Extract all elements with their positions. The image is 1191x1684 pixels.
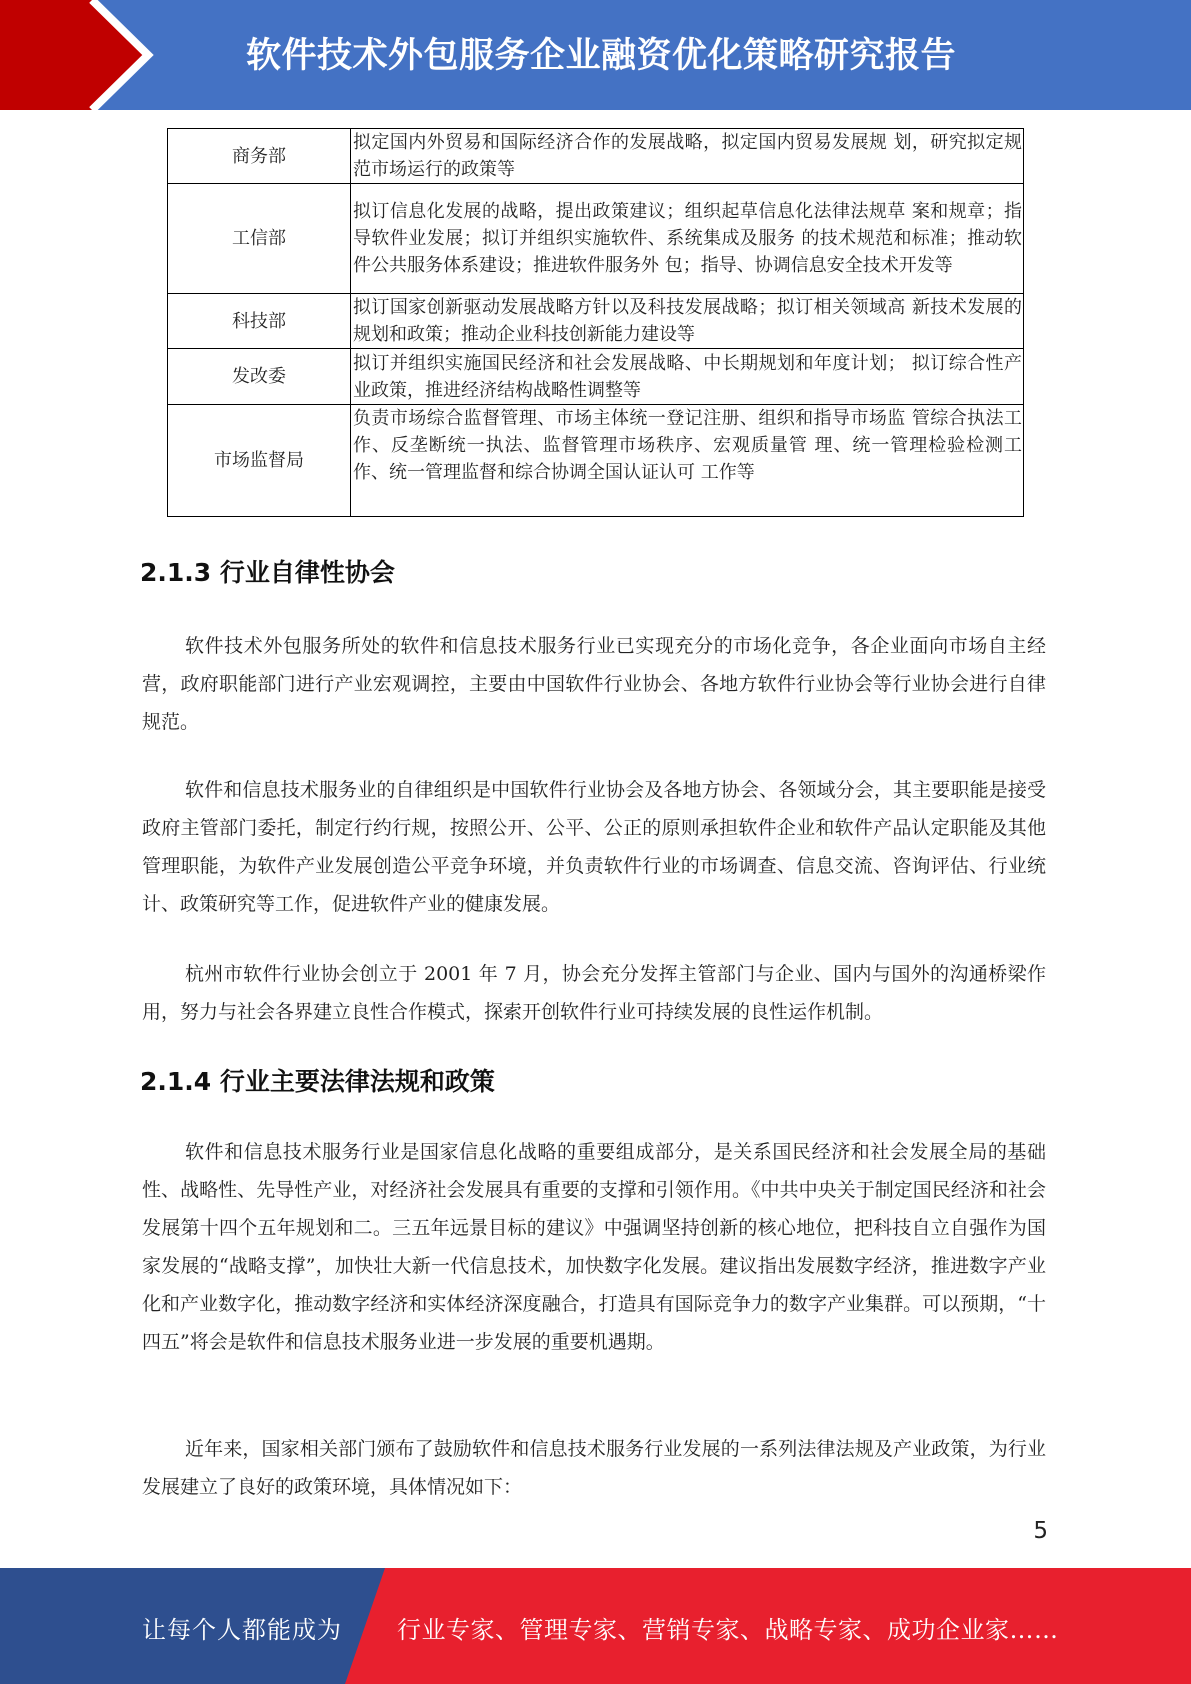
page-number: 5 <box>1033 1518 1048 1544</box>
footer-slogan-left: 让每个人都能成为 <box>142 1616 342 1644</box>
paragraph: 近年来，国家相关部门颁布了鼓励软件和信息技术服务行业发展的一系列法律法规及产业政策，为行业发展建立了良好的政策环境，具体情况如下： <box>142 1438 1046 1498</box>
duty-cell: 拟订信息化发展的战略，提出政策建议；组织起草信息化法律法规草 案和规章；指导软件业发展；拟订并组织实施软件、系统集成及服务 的技术规范和标准；推动软件公共服务体系建设；推进软件服务外 包；指导、协调信息安全技术开发等 <box>351 184 1024 294</box>
paragraph: 软件技术外包服务所处的软件和信息技术服务行业已实现充分的市场化竞争，各企业面向市场自主经营，政府职能部门进行产业宏观调控，主要由中国软件行业协会、各地方软件行业协会等行业协会进行自律规范。 <box>142 635 1046 733</box>
footer-slogan-right: 行业专家、管理专家、营销专家、战略专家、成功企业家…… <box>397 1616 1059 1644</box>
page-header <box>0 0 1191 110</box>
duty-cell: 拟定国内外贸易和国际经济合作的发展战略，拟定国内贸易发展规 划，研究拟定规范市场运行的政策等 <box>351 129 1024 184</box>
table-row <box>168 184 1024 294</box>
section-heading-2-1-4: 2.1.4 行业主要法律法规和政策 <box>140 1067 495 1096</box>
department-duties-table <box>167 128 1024 517</box>
duty-cell: 拟订并组织实施国民经济和社会发展战略、中长期规划和年度计划； 拟订综合性产业政策，推进经济结构战略性调整等 <box>351 349 1024 405</box>
duty-cell: 负责市场综合监督管理、市场主体统一登记注册、组织和指导市场监 管综合执法工作、反垄断统一执法、监督管理市场秩序、宏观质量管 理、统一管理检验检测工作、统一管理监督和综合协调全国认证认可 工作等 <box>351 405 1024 517</box>
dept-cell: 市场监督局 <box>168 405 351 517</box>
dept-cell: 工信部 <box>168 184 351 294</box>
table-row <box>168 349 1024 405</box>
duty-cell: 拟订国家创新驱动发展战略方针以及科技发展战略；拟订相关领域高 新技术发展的规划和政策；推动企业科技创新能力建设等 <box>351 294 1024 349</box>
header-arrow-decoration <box>0 0 160 110</box>
report-title: 软件技术外包服务企业融资优化策略研究报告 <box>246 36 957 76</box>
table-row <box>168 294 1024 349</box>
dept-cell: 发改委 <box>168 349 351 405</box>
page-footer <box>0 1568 1191 1684</box>
paragraph: 软件和信息技术服务业的自律组织是中国软件行业协会及各地方协会、各领域分会，其主要职能是接受政府主管部门委托，制定行约行规，按照公开、公平、公正的原则承担软件企业和软件产品认定职能及其他管理职能，为软件产业发展创造公平竞争环境，并负责软件行业的市场调查、信息交流、咨询评估、行业统计、政策研究等工作，促进软件产业的健康发展。 <box>142 779 1046 915</box>
table-row <box>168 129 1024 184</box>
paragraph: 杭州市软件行业协会创立于 2001 年 7 月，协会充分发挥主管部门与企业、国内与国外的沟通桥梁作用，努力与社会各界建立良性合作模式，探索开创软件行业可持续发展的良性运作机制。 <box>142 963 1046 1023</box>
dept-cell: 科技部 <box>168 294 351 349</box>
dept-cell: 商务部 <box>168 129 351 184</box>
paragraph: 软件和信息技术服务行业是国家信息化战略的重要组成部分，是关系国民经济和社会发展全局的基础性、战略性、先导性产业，对经济社会发展具有重要的支撑和引领作用。《中共中央关于制定国民经济和社会发展第十四个五年规划和二。三五年远景目标的建议》中强调坚持创新的核心地位，把科技自立自强作为国家发展的“战略支撑”，加快壮大新一代信息技术，加快数字化发展。建议指出发展数字经济，推进数字产业化和产业数字化，推动数字经济和实体经济深度融合，打造具有国际竞争力的数字产业集群。可以预期，“十四五”将会是软件和信息技术服务业进一步发展的重要机遇期。 <box>142 1141 1046 1353</box>
table-row <box>168 405 1024 517</box>
section-heading-2-1-3: 2.1.3 行业自律性协会 <box>140 558 395 587</box>
